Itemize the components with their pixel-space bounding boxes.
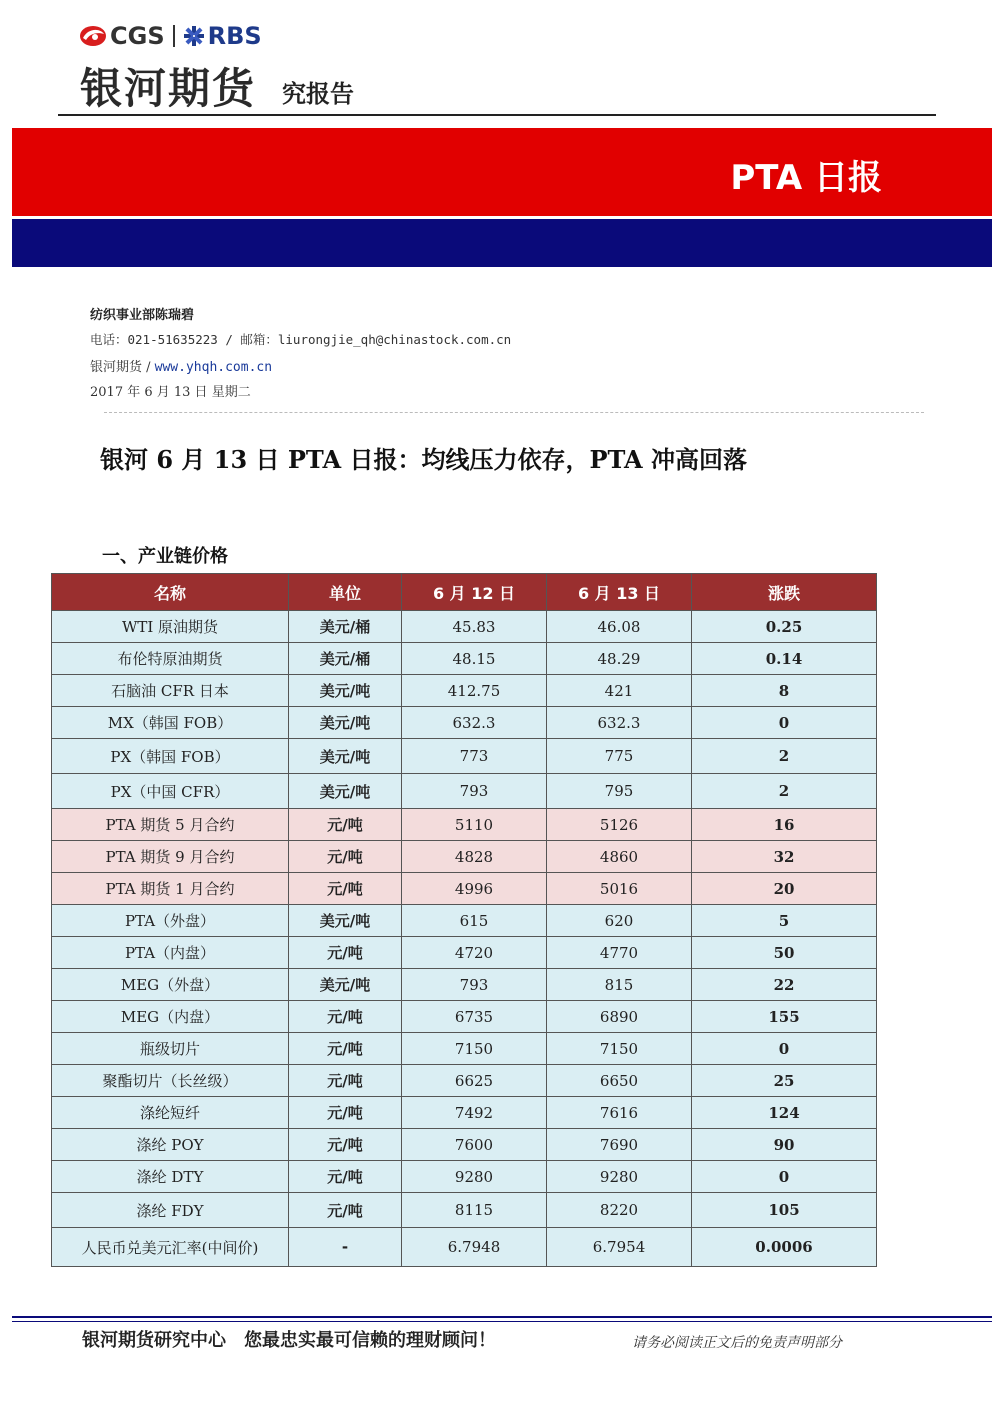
cell-date2: 7690: [547, 1129, 692, 1161]
cell-unit: 美元/吨: [289, 675, 402, 707]
cell-date2: 620: [547, 905, 692, 937]
cell-unit: 美元/桶: [289, 643, 402, 675]
cell-date2: 6650: [547, 1065, 692, 1097]
banner-navy-strip: [12, 219, 992, 267]
cell-unit: 元/吨: [289, 1129, 402, 1161]
cell-date2: 8220: [547, 1193, 692, 1228]
cell-change: 0.14: [692, 643, 877, 675]
header-unit: 单位: [289, 574, 402, 611]
cell-name: 石脑油 CFR 日本: [52, 675, 289, 707]
cell-date1: 6735: [402, 1001, 547, 1033]
cell-name: MEG（外盘）: [52, 969, 289, 1001]
cell-unit: 元/吨: [289, 1065, 402, 1097]
cell-unit: 元/吨: [289, 1097, 402, 1129]
cell-date1: 7600: [402, 1129, 547, 1161]
table-row: [52, 1033, 877, 1065]
cell-change: 20: [692, 873, 877, 905]
cell-unit: 元/吨: [289, 1161, 402, 1193]
cell-date1: 632.3: [402, 707, 547, 739]
table-row: [52, 969, 877, 1001]
footer-disclaimer-note: 请务必阅读正文后的免责声明部分: [632, 1335, 842, 1351]
table-row: [52, 1065, 877, 1097]
cell-change: 124: [692, 1097, 877, 1129]
company-logo: [78, 22, 262, 50]
cell-name: PTA（外盘）: [52, 905, 289, 937]
cell-date2: 48.29: [547, 643, 692, 675]
banner-title: PTA 日报: [730, 158, 882, 198]
header-date1: 6 月 12 日: [402, 574, 547, 611]
cell-change: 22: [692, 969, 877, 1001]
cell-date2: 5126: [547, 809, 692, 841]
cell-unit: 元/吨: [289, 841, 402, 873]
table-row: [52, 739, 877, 774]
cell-change: 90: [692, 1129, 877, 1161]
footer-divider: [12, 1316, 992, 1318]
cell-change: 2: [692, 774, 877, 809]
table-row: [52, 841, 877, 873]
cell-unit: 元/吨: [289, 1001, 402, 1033]
cell-name: 涤纶 FDY: [52, 1193, 289, 1228]
cell-name: 涤纶 POY: [52, 1129, 289, 1161]
cell-date1: 793: [402, 774, 547, 809]
cell-unit: 美元/吨: [289, 707, 402, 739]
cell-change: 50: [692, 937, 877, 969]
cell-date1: 9280: [402, 1161, 547, 1193]
section-title: 一、产业链价格: [102, 546, 228, 567]
cell-change: 0.0006: [692, 1228, 877, 1267]
table-row: [52, 1129, 877, 1161]
report-date: 2017 年 6 月 13 日 星期二: [90, 385, 251, 400]
report-title: 银河 6 月 13 日 PTA 日报：均线压力依存，PTA 冲高回落: [100, 445, 748, 474]
cell-unit: 美元/吨: [289, 774, 402, 809]
cell-name: MX（韩国 FOB）: [52, 707, 289, 739]
cell-change: 105: [692, 1193, 877, 1228]
logo-separator: [173, 25, 175, 47]
cell-unit: 美元/桶: [289, 611, 402, 643]
cell-name: PTA 期货 9 月合约: [52, 841, 289, 873]
table-row: [52, 1161, 877, 1193]
cell-name: 聚酯切片（长丝级）: [52, 1065, 289, 1097]
cell-unit: -: [289, 1228, 402, 1267]
header-change: 涨跌: [692, 574, 877, 611]
table-row: [52, 1001, 877, 1033]
cell-date1: 8115: [402, 1193, 547, 1228]
cell-change: 5: [692, 905, 877, 937]
cell-date2: 6.7954: [547, 1228, 692, 1267]
cell-name: PX（中国 CFR）: [52, 774, 289, 809]
cell-name: PTA 期货 1 月合约: [52, 873, 289, 905]
footer-slogan: 银河期货研究中心 您最忠实最可信赖的理财顾问！: [82, 1330, 496, 1351]
table-row: [52, 937, 877, 969]
cell-change: 0: [692, 1033, 877, 1065]
cell-date1: 7492: [402, 1097, 547, 1129]
cell-date1: 793: [402, 969, 547, 1001]
cell-name: PTA 期货 5 月合约: [52, 809, 289, 841]
cell-date2: 46.08: [547, 611, 692, 643]
cell-unit: 元/吨: [289, 937, 402, 969]
cell-date1: 48.15: [402, 643, 547, 675]
cell-date1: 773: [402, 739, 547, 774]
cell-name: WTI 原油期货: [52, 611, 289, 643]
table-row: [52, 1228, 877, 1267]
table-row: [52, 675, 877, 707]
cell-date1: 412.75: [402, 675, 547, 707]
cell-unit: 美元/吨: [289, 905, 402, 937]
cell-name: 人民币兑美元汇率(中间价): [52, 1228, 289, 1267]
price-table: [51, 573, 877, 1267]
cell-date1: 615: [402, 905, 547, 937]
logo-rbs-text: RBS: [207, 22, 262, 50]
cell-date1: 5110: [402, 809, 547, 841]
cell-date1: 4996: [402, 873, 547, 905]
cell-date2: 7616: [547, 1097, 692, 1129]
cell-date2: 9280: [547, 1161, 692, 1193]
info-divider: [104, 412, 924, 413]
cell-name: MEG（内盘）: [52, 1001, 289, 1033]
brand-name: 银河期货: [80, 64, 257, 113]
author-contact: 电话：021-51635223 / 邮箱：liurongjie_qh@chinastock.com.cn: [90, 332, 512, 347]
cell-change: 2: [692, 739, 877, 774]
cell-change: 0: [692, 1161, 877, 1193]
cell-unit: 美元/吨: [289, 739, 402, 774]
cell-date1: 4720: [402, 937, 547, 969]
cell-date2: 815: [547, 969, 692, 1001]
cell-date1: 45.83: [402, 611, 547, 643]
cell-unit: 元/吨: [289, 809, 402, 841]
cell-date2: 632.3: [547, 707, 692, 739]
cell-date1: 6.7948: [402, 1228, 547, 1267]
table-row: [52, 611, 877, 643]
header-date2: 6 月 13 日: [547, 574, 692, 611]
cell-change: 32: [692, 841, 877, 873]
table-row: [52, 774, 877, 809]
title-banner: [12, 128, 992, 216]
cell-change: 0.25: [692, 611, 877, 643]
cell-date1: 4828: [402, 841, 547, 873]
header-name: 名称: [52, 574, 289, 611]
cell-date2: 4770: [547, 937, 692, 969]
cgs-swirl-icon: [78, 24, 108, 48]
table-row: [52, 1193, 877, 1228]
cell-name: 涤纶短纤: [52, 1097, 289, 1129]
cell-unit: 元/吨: [289, 1033, 402, 1065]
cell-date2: 775: [547, 739, 692, 774]
table-row: [52, 1097, 877, 1129]
site-link[interactable]: www.yhqh.com.cn: [154, 360, 273, 375]
cell-name: PX（韩国 FOB）: [52, 739, 289, 774]
cell-date2: 5016: [547, 873, 692, 905]
cell-unit: 美元/吨: [289, 969, 402, 1001]
table-row: [52, 809, 877, 841]
header-divider: [58, 114, 936, 116]
table-header-row: [52, 574, 877, 611]
cell-date2: 795: [547, 774, 692, 809]
cell-name: 布伦特原油期货: [52, 643, 289, 675]
cell-unit: 元/吨: [289, 1193, 402, 1228]
cell-change: 25: [692, 1065, 877, 1097]
author-site: [90, 356, 272, 375]
cell-date1: 6625: [402, 1065, 547, 1097]
cell-date2: 6890: [547, 1001, 692, 1033]
cell-name: 涤纶 DTY: [52, 1161, 289, 1193]
cell-name: PTA（内盘）: [52, 937, 289, 969]
logo-cgs-text: CGS: [110, 22, 165, 50]
table-row: [52, 905, 877, 937]
table-row: [52, 643, 877, 675]
cell-unit: 元/吨: [289, 873, 402, 905]
cell-date2: 421: [547, 675, 692, 707]
cell-date2: 7150: [547, 1033, 692, 1065]
cell-date1: 7150: [402, 1033, 547, 1065]
cell-change: 155: [692, 1001, 877, 1033]
brand-subtitle: 究报告: [282, 80, 354, 108]
table-row: [52, 873, 877, 905]
cell-name: 瓶级切片: [52, 1033, 289, 1065]
table-row: [52, 707, 877, 739]
cell-change: 16: [692, 809, 877, 841]
footer-divider-thin: [12, 1321, 992, 1322]
cell-change: 8: [692, 675, 877, 707]
author-department: 纺织事业部陈瑞碧: [90, 308, 195, 323]
site-label: 银河期货 /: [90, 360, 155, 375]
rbs-daisy-icon: [183, 25, 205, 47]
cell-date2: 4860: [547, 841, 692, 873]
cell-change: 0: [692, 707, 877, 739]
